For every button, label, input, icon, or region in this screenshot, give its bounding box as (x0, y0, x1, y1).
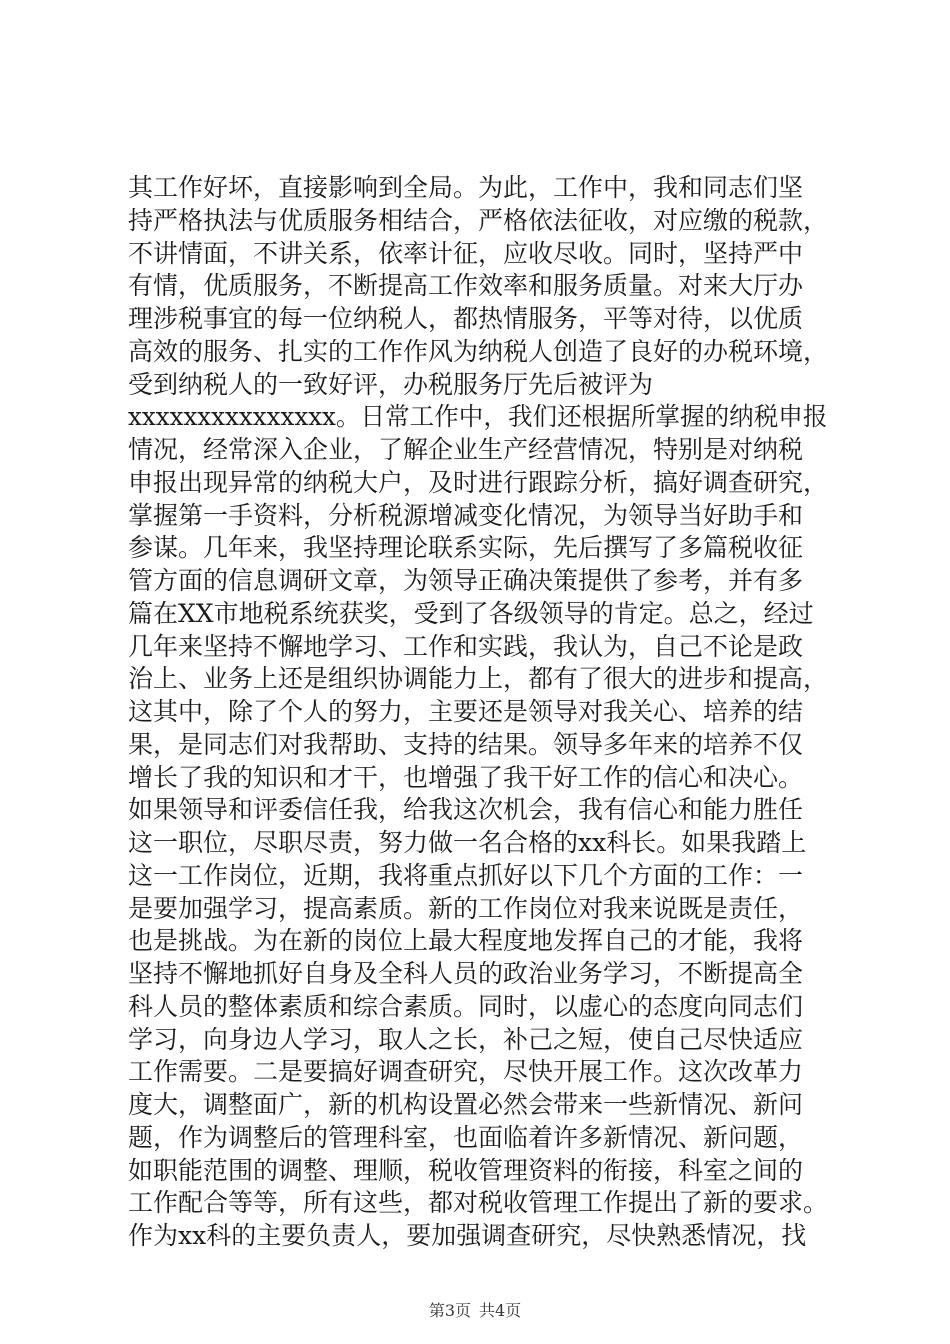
text-line: 是要加强学习，提高素质。新的工作岗位对我来说既是责任， (128, 893, 804, 923)
text-line: 作为xx科的主要负责人，要加强调查研究，尽快熟悉情况，找 (128, 1221, 807, 1250)
text-line: 申报出现异常的纳税大户，及时进行跟踪分析，搞好调查研究， (128, 467, 829, 497)
text-line: 理涉税事宜的每一位纳税人，都热情服务，平等对待，以优质 (128, 304, 804, 333)
text-line: 有情，优质服务，不断提高工作效率和服务质量。对来大厅办 (128, 271, 804, 301)
text-line: 度大，调整面广，新的机构设置必然会带来一些新情况、新问 (128, 1090, 804, 1119)
text-line: 情况，经常深入企业，了解企业生产经营情况，特别是对纳税 (128, 435, 804, 464)
text-line: 篇在XX市地税系统获奖，受到了各级领导的肯定。总之，经过 (128, 598, 814, 628)
text-line: 如果领导和评委信任我，给我这次机会，我有信心和能力胜任 (128, 795, 804, 825)
text-line: 掌握第一手资料，分析税源增减变化情况，为领导当好助手和 (128, 500, 804, 530)
text-line: 不讲情面，不讲关系，依率计征，应收尽收。同时，坚持严中 (128, 238, 804, 268)
text-line: 持严格执法与优质服务相结合，严格依法征收，对应缴的税款， (128, 205, 829, 235)
text-line: 治上、业务上还是组织协调能力上，都有了很大的进步和提高， (128, 664, 829, 694)
text-line: 这一职位，尽职尽责，努力做一名合格的xx科长。如果我踏上 (128, 828, 807, 857)
body-text (128, 172, 828, 1253)
text-line: 果，是同志们对我帮助、支持的结果。领导多年来的培养不仅 (128, 729, 804, 759)
text-line: 这其中，除了个人的努力，主要还是领导对我关心、培养的结 (128, 697, 804, 726)
text-line: 这一工作岗位，近期，我将重点抓好以下几个方面的工作：一 (128, 860, 804, 890)
text-line: 工作配合等等，所有这些，都对税收管理工作提出了新的要求。 (128, 1188, 829, 1218)
text-line: 几年来坚持不懈地学习、工作和实践，我认为，自己不论是政 (128, 631, 804, 661)
page-number: 第3页 (428, 1301, 471, 1320)
text-line: 参谋。几年来，我坚持理论联系实际，先后撰写了多篇税收征 (128, 533, 804, 563)
text-line: xxxxxxxxxxxxxxx。日常工作中，我们还根据所掌握的纳税申报 (128, 402, 828, 432)
text-line: 管方面的信息调研文章，为领导正确决策提供了参考，并有多 (128, 566, 804, 595)
page-total: 共4页 (479, 1301, 522, 1320)
text-line: 受到纳税人的一致好评，办税服务厅先后被评为 (128, 369, 654, 399)
text-line: 题，作为调整后的管理科室，也面临着许多新情况、新问题， (128, 1122, 804, 1152)
text-line: 坚持不懈地抓好自身及全科人员的政治业务学习，不断提高全 (128, 959, 804, 988)
page-footer (0, 1298, 950, 1321)
text-line: 也是挑战。为在新的岗位上最大程度地发挥自己的才能，我将 (128, 926, 804, 956)
text-line: 工作需要。二是要搞好调查研究，尽快开展工作。这次改革力 (128, 1057, 804, 1087)
text-line: 学习，向身边人学习，取人之长，补己之短，使自己尽快适应 (128, 1024, 804, 1054)
text-line: 其工作好坏，直接影响到全局。为此，工作中，我和同志们坚 (128, 173, 804, 202)
text-line: 如职能范围的调整、理顺，税收管理资料的衔接，科室之间的 (128, 1155, 804, 1185)
text-line: 高效的服务、扎实的工作作风为纳税人创造了良好的办税环境， (128, 336, 829, 366)
text-line: 增长了我的知识和才干，也增强了我干好工作的信心和决心。 (128, 762, 804, 792)
text-line: 科人员的整体素质和综合素质。同时，以虚心的态度向同志们 (128, 991, 804, 1021)
